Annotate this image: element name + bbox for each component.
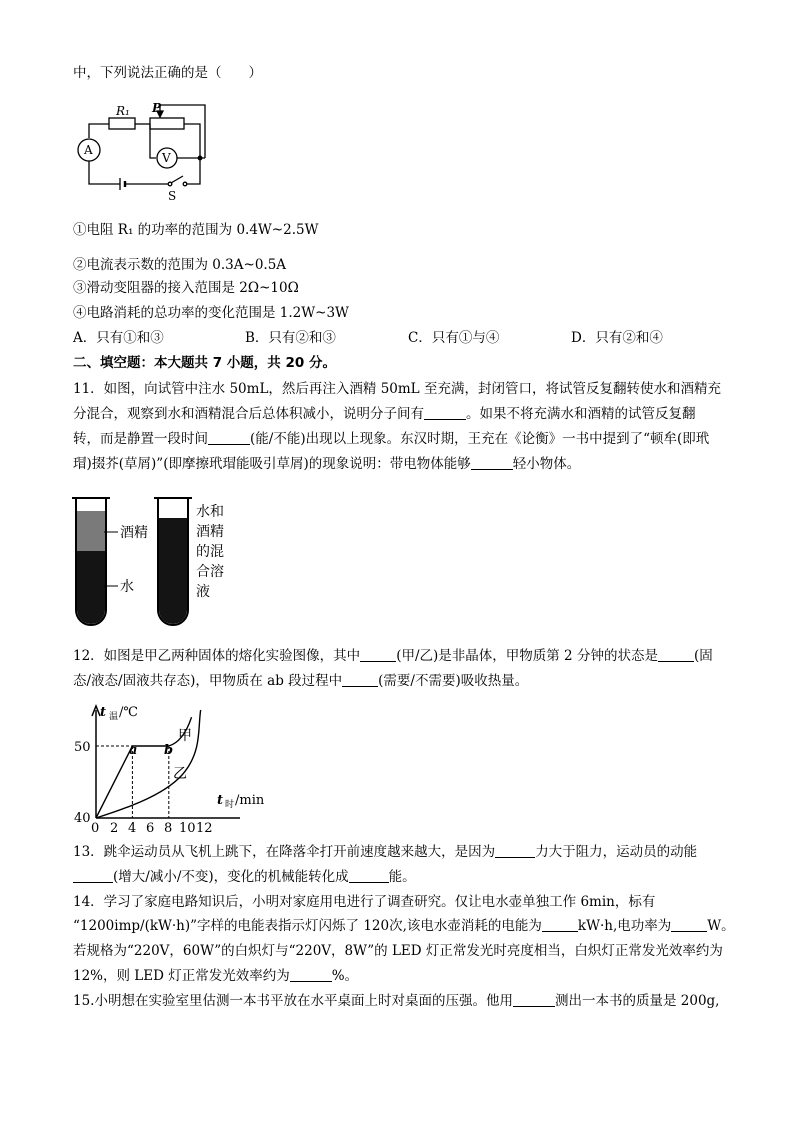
answer-blank[interactable] xyxy=(495,843,535,858)
y-label-unit: /℃ xyxy=(119,705,138,720)
answer-blank[interactable] xyxy=(360,647,396,662)
q14-line-4: 12%，则 LED 灯正常发光效率约为 %。 xyxy=(73,968,359,984)
q12-line-2: 态/液态/固液共存态)，甲物质在 ab 段过程中 (需要/不需要)吸收热量。 xyxy=(73,673,529,689)
water-layer xyxy=(77,551,105,624)
q11-line-4: 瑁)掇芥(草屑)”(即摩擦玳瑁能吸引草屑)的现象说明：带电物体能够 轻小物体。 xyxy=(73,456,581,472)
x-tick-4: 4 xyxy=(128,821,137,836)
x-tick-10: 10 xyxy=(179,821,196,836)
point-a-label: a xyxy=(129,743,138,758)
answer-blank[interactable] xyxy=(424,405,466,420)
q14-line-2: “1200imp/(kW·h)”字样的电能表指示灯闪烁了 120次,该电水壶消耗的电能为 kW·h,电功率为 W。 xyxy=(73,918,735,934)
q10-stem-tail: 中，下列说法正确的是（ ） xyxy=(73,65,262,81)
point-b-label: b xyxy=(164,743,174,758)
label-water: 水 xyxy=(120,579,134,595)
q12-line-1: 12．如图是甲乙两种固体的熔化实验图像，其中 (甲/乙)是非晶体，甲物质第 2 分钟的状态是 (固 xyxy=(73,648,713,664)
y-tick-50: 50 xyxy=(74,740,91,755)
x-tick-8: 8 xyxy=(164,821,173,836)
label-mixture-5: 液 xyxy=(196,584,210,600)
x-tick-6: 6 xyxy=(146,821,155,836)
q13-line-2: (增大/减小/不变)，变化的机械能转化成 能。 xyxy=(73,868,416,886)
label-r1: R₁ xyxy=(116,104,130,118)
y-label-sub: 温 xyxy=(109,712,119,722)
label-s: S xyxy=(168,189,177,203)
q10-option-c[interactable]: C．只有①与④ xyxy=(408,330,500,346)
label-mixture-1: 水和 xyxy=(196,504,224,520)
answer-blank[interactable] xyxy=(471,455,513,470)
section-heading: 二、填空题：本大题共 7 小题，共 20 分。 xyxy=(73,355,336,371)
answer-blank[interactable] xyxy=(513,992,555,1007)
rheostat xyxy=(150,118,184,129)
q15-line-1: 15.小明想在实验室里估测一本书平放在水平桌面上时对桌面的压强。他用 测出一本书的质量是 200g, xyxy=(73,993,720,1009)
circuit-diagram xyxy=(72,96,212,206)
answer-blank[interactable] xyxy=(208,430,250,445)
answer-blank[interactable] xyxy=(73,868,113,883)
series-jia-label: 甲 xyxy=(178,728,192,744)
q14-line-1: 14．学习了家庭电路知识后，小明对家庭用电进行了调查研究。仅让电水壶单独工作 6min，标有 xyxy=(73,894,656,910)
x-tick-0: 0 xyxy=(91,821,100,836)
x-label-unit: /min xyxy=(235,793,265,808)
x-tick-2: 2 xyxy=(110,821,119,836)
label-v: V xyxy=(162,151,171,165)
q11-line-1: 11．如图，向试管中注水 50mL，然后再注入酒精 50mL 至充满，封闭管口，将试管反复翻转使水和酒精充 xyxy=(73,381,721,397)
q10-statement-1: ①电阻 R₁ 的功率的范围为 0.4W~2.5W xyxy=(73,222,319,238)
label-alcohol: 酒精 xyxy=(120,525,148,541)
label-mixture-3: 的混 xyxy=(196,544,224,560)
q10-statement-4: ④电路消耗的总功率的变化范围是 1.2W~3W xyxy=(73,305,349,321)
x-tick-12: 12 xyxy=(196,821,213,836)
q10-option-b[interactable]: B．只有②和③ xyxy=(245,330,336,346)
answer-blank[interactable] xyxy=(658,647,694,662)
y-tick-40: 40 xyxy=(74,811,91,826)
q14-line-3: 若规格为“220V，60W”的白炽灯与“220V，8W”的 LED 灯正常发光时亮度相当，白炽灯正常发光效率约为 xyxy=(73,943,723,959)
answer-blank[interactable] xyxy=(349,868,389,883)
x-label-sub: 时 xyxy=(225,800,235,810)
q10-option-a[interactable]: A．只有①和③ xyxy=(73,330,164,346)
q10-statement-2: ②电流表示数的范围为 0.3A~0.5A xyxy=(73,257,287,273)
series-yi-label: 乙 xyxy=(173,766,187,782)
answer-blank[interactable] xyxy=(342,672,378,687)
q11-line-3: 转，而是静置一段时间 (能/不能)出现以上现象。东汉时期，王充在《论衡》一书中提到了“顿牟(即玳 xyxy=(73,431,710,447)
label-a: A xyxy=(84,143,93,157)
q10-option-d[interactable]: D．只有②和④ xyxy=(571,330,663,346)
answer-blank[interactable] xyxy=(671,917,707,932)
test-tubes-figure xyxy=(66,494,236,630)
resistor-r1 xyxy=(109,118,135,129)
label-p: P xyxy=(152,101,162,115)
q10-statement-3: ③滑动变阻器的接入范围是 2Ω~10Ω xyxy=(73,280,299,296)
answer-blank[interactable] xyxy=(290,967,332,982)
answer-blank[interactable] xyxy=(542,917,578,932)
label-mixture-2: 酒精 xyxy=(196,524,224,540)
series-line-yi xyxy=(96,710,201,818)
q13-line-1: 13．跳伞运动员从飞机上跳下，在降落伞打开前速度越来越大，是因为 力大于阻力，运动员的动能 xyxy=(73,844,698,860)
alcohol-layer xyxy=(77,511,105,551)
y-label-t: t xyxy=(100,705,107,720)
q11-line-2: 分混合，观察到水和酒精混合后总体积减小，说明分子间有 。如果不将充满水和酒精的试管反复翻 xyxy=(73,406,696,422)
label-mixture-4: 合溶 xyxy=(196,564,224,580)
melting-chart xyxy=(70,698,280,836)
x-label-t: t xyxy=(217,793,224,808)
mixture-layer xyxy=(159,518,187,624)
